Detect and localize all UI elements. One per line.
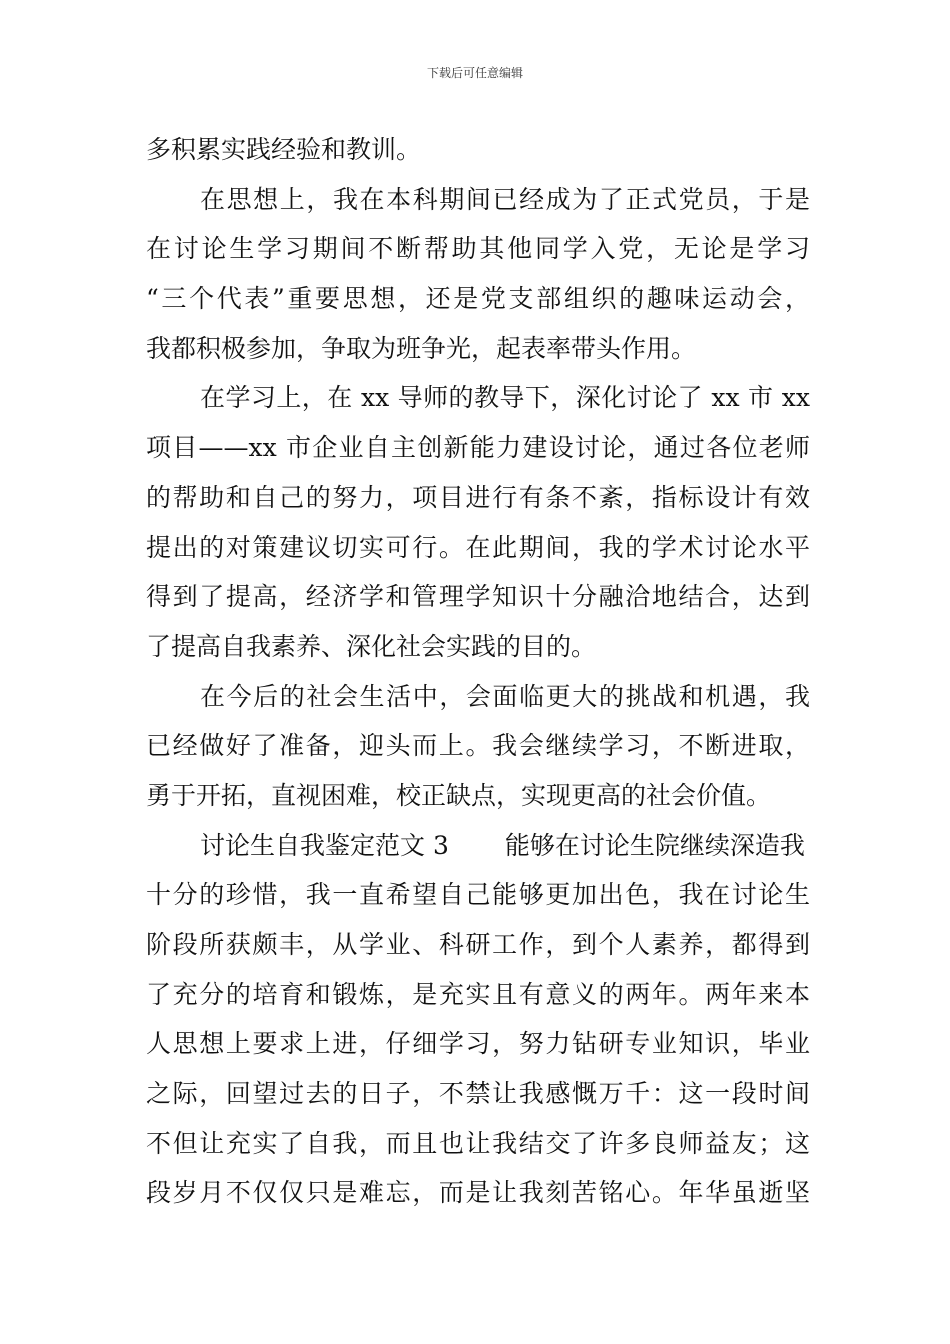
text-line: 项目——xx 市企业自主创新能力建设讨论，通过各位老师 <box>146 433 810 463</box>
page-header: 下载后可任意编辑 <box>426 66 523 80</box>
text-line: 在思想上，我在本科期间已经成为了正式党员，于是 <box>200 184 810 214</box>
text-line: 已经做好了准备，迎头而上。我会继续学习，不断进取， <box>146 731 810 761</box>
text-line: 提出的对策建议切实可行。在此期间，我的学术讨论水平 <box>146 532 810 562</box>
text-span: 能够在讨论生院继续深造我 <box>504 830 805 860</box>
text-line: 在讨论生学习期间不断帮助其他同学入党，无论是学习 <box>146 234 810 264</box>
text-line: “三个代表”重要思想，还是党支部组织的趣味运动会， <box>146 284 810 314</box>
text-line: 在今后的社会生活中，会面临更大的挑战和机遇，我 <box>200 681 810 711</box>
document-body <box>146 125 810 1218</box>
text-line: 多积累实践经验和教训。 <box>146 135 422 164</box>
text-line: 了提高自我素养、深化社会实践的目的。 <box>146 631 597 661</box>
text-line: 段岁月不仅仅只是难忘，而是让我刻苦铭心。年华虽逝坚 <box>146 1178 810 1208</box>
text-line: 得到了提高，经济学和管理学知识十分融洽地结合，达到 <box>146 582 810 612</box>
text-line: 之际，回望过去的日子，不禁让我感慨万千：这一段时间 <box>146 1079 810 1109</box>
text-line: 勇于开拓，直视困难，校正缺点，实现更高的社会价值。 <box>146 780 772 810</box>
text-line: 了充分的培育和锻炼，是充实且有意义的两年。两年来本 <box>146 979 810 1009</box>
section-heading: 讨论生自我鉴定范文 3 <box>200 830 449 860</box>
text-line: 十分的珍惜，我一直希望自己能够更加出色，我在讨论生 <box>146 880 810 910</box>
text-line: 的帮助和自己的努力，项目进行有条不紊，指标设计有效 <box>146 482 810 512</box>
text-line: 我都积极参加，争取为班争光，起表率带头作用。 <box>146 333 697 363</box>
text-line: 不但让充实了自我，而且也让我结交了许多良师益友；这 <box>146 1128 810 1158</box>
text-line: 阶段所获颇丰，从学业、科研工作，到个人素养，都得到 <box>146 930 810 959</box>
text-line: 在学习上，在 xx 导师的教导下，深化讨论了 xx 市 xx <box>200 383 810 413</box>
text-line: 人思想上要求上进，仔细学习，努力钻研专业知识，毕业 <box>146 1029 810 1059</box>
heading-line <box>146 821 810 871</box>
